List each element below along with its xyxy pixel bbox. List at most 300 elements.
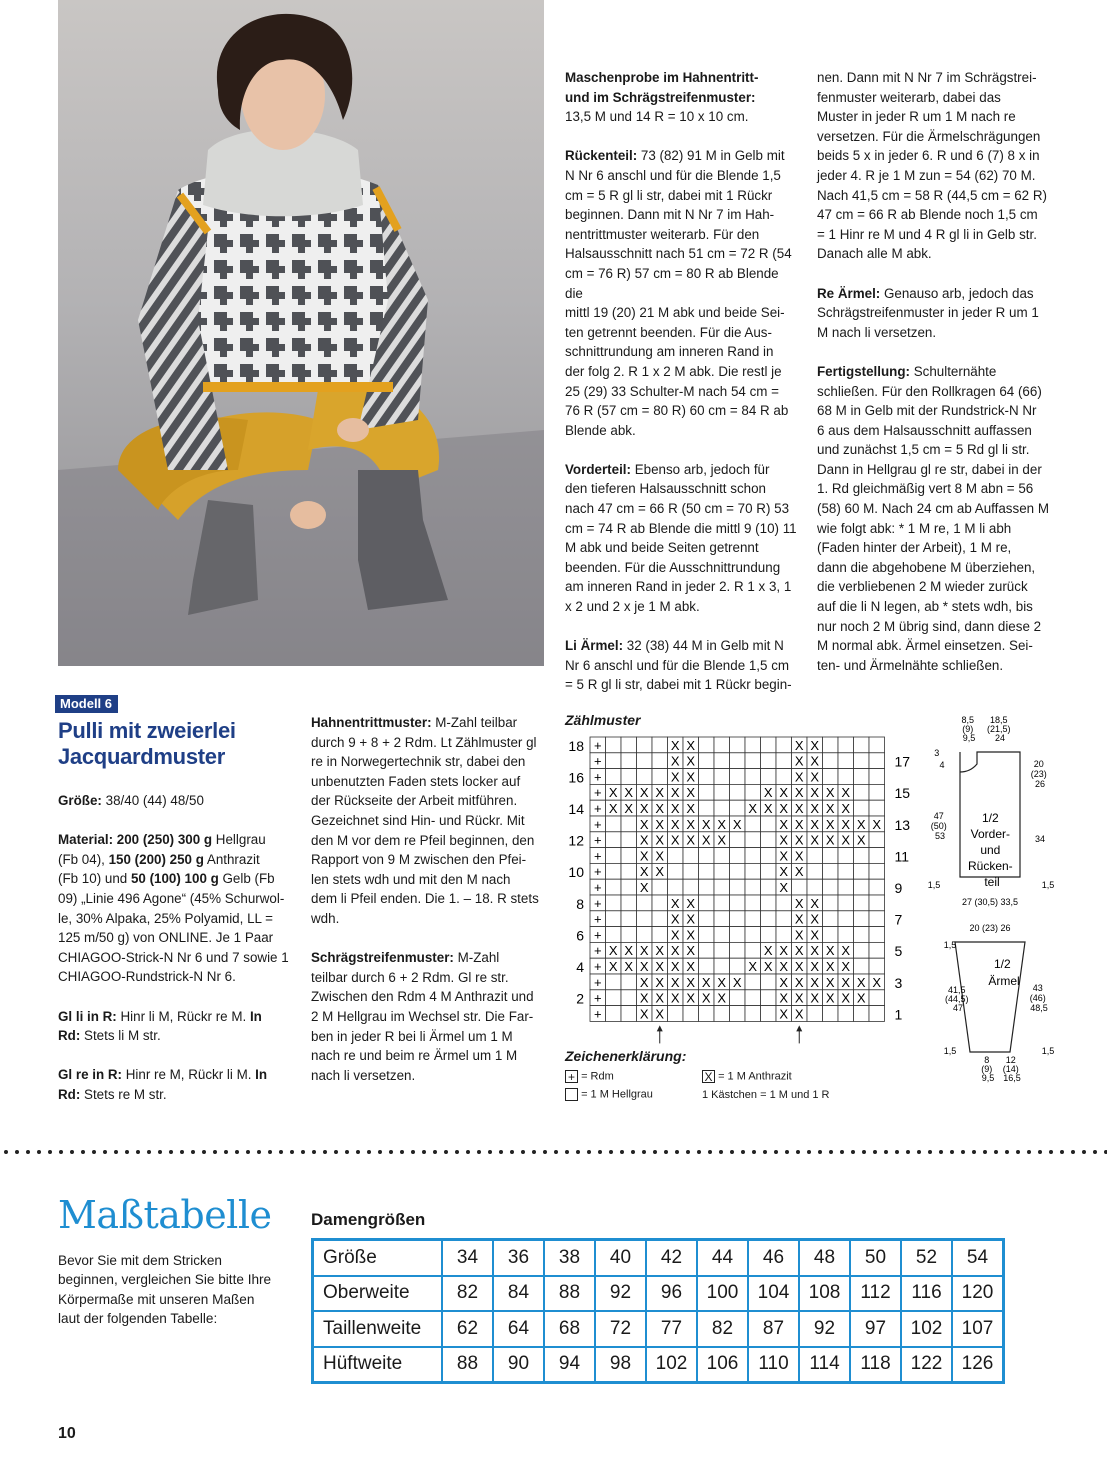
chart-cell [838, 863, 854, 879]
table-cell: 122 [901, 1347, 952, 1383]
x-stitch: X [763, 959, 773, 974]
chart-cell [745, 942, 761, 958]
chart-cell [699, 895, 715, 911]
x-stitch: X [825, 990, 835, 1006]
separator-dot [1082, 1150, 1086, 1154]
chart-cell [823, 895, 839, 911]
separator-dot [213, 1150, 217, 1154]
chart-cell [606, 1006, 622, 1022]
x-stitch: X [825, 816, 835, 832]
table-cell: 62 [442, 1311, 493, 1347]
table-cell: 84 [493, 1276, 544, 1312]
x-stitch: X [794, 816, 804, 832]
separator-dot [653, 1150, 657, 1154]
x-stitch: X [779, 801, 789, 816]
border-stitch: + [593, 832, 602, 848]
size-table [311, 1238, 1005, 1384]
separator-dot [466, 1150, 470, 1154]
chart-cell [807, 848, 823, 864]
chart-cell [854, 879, 870, 895]
separator-dot [312, 1150, 316, 1154]
x-stitch: X [779, 990, 789, 1006]
row-number-right: 1 [894, 1006, 903, 1023]
x-stitch: X [670, 927, 680, 943]
border-stitch: + [593, 959, 602, 974]
chart-cell [854, 927, 870, 943]
x-stitch: X [670, 785, 680, 801]
separator-dot [1049, 1150, 1053, 1154]
chart-cell [606, 879, 622, 895]
x-stitch: X [639, 990, 649, 1006]
table-cell: 107 [952, 1311, 1004, 1347]
chart-cell [714, 879, 730, 895]
row-label: Größe [313, 1240, 443, 1276]
separator-dot [741, 1150, 745, 1154]
x-stitch: X [639, 959, 649, 974]
chart-cell [869, 990, 885, 1006]
x-stitch: X [655, 785, 665, 801]
chart-cell [745, 974, 761, 990]
separator-dot [774, 1150, 778, 1154]
x-stitch: X [639, 880, 649, 895]
row-number-right: 15 [894, 785, 911, 802]
border-stitch: + [593, 816, 602, 832]
arrow-head [796, 1025, 802, 1031]
separator-dot [785, 1150, 789, 1154]
table-row [313, 1240, 1004, 1276]
table-cell: 110 [748, 1347, 799, 1383]
separator-dot [565, 1150, 569, 1154]
chart-cell [776, 927, 792, 943]
chart-cell [761, 911, 777, 927]
chart-cell [730, 927, 746, 943]
row-number-right: 7 [894, 911, 903, 928]
separator-dot [972, 1150, 976, 1154]
chart-cell [838, 879, 854, 895]
separator-dot [719, 1150, 723, 1154]
chart-cell [714, 911, 730, 927]
chart-cell [683, 863, 699, 879]
para-maschenprobe: Maschenprobe im Hahnentritt- und im Schrägstreifenmuster: 13,5 M und 14 R = 10 x 10 cm. [565, 70, 759, 125]
x-stitch: X [810, 974, 820, 990]
x-stitch: X [686, 832, 696, 848]
chart-cell [869, 1006, 885, 1022]
chart-cell [668, 863, 684, 879]
chart-cell [869, 863, 885, 879]
separator-dot [103, 1150, 107, 1154]
x-stitch: X [686, 927, 696, 943]
chart-cell [714, 942, 730, 958]
chart-cell [869, 958, 885, 974]
chart-cell [761, 737, 777, 753]
chart-cell [807, 1006, 823, 1022]
separator-dot [334, 1150, 338, 1154]
x-stitch: X [841, 943, 851, 959]
table-cell: 114 [799, 1347, 850, 1383]
separator-dot [301, 1150, 305, 1154]
chart-cell [637, 911, 653, 927]
x-stitch: X [670, 816, 680, 832]
x-stitch: X [825, 974, 835, 990]
chart-cell [714, 769, 730, 785]
x-stitch: X [717, 816, 727, 832]
separator-dot [114, 1150, 118, 1154]
chart-cell [652, 769, 668, 785]
chart-cell [699, 769, 715, 785]
x-stitch: X [624, 801, 634, 816]
chart-cell [745, 769, 761, 785]
body-edge-left: 1,5 [927, 880, 941, 890]
chart-cell [699, 737, 715, 753]
body-top-right-dim: 18,5 (21,5) 24 [986, 715, 1011, 743]
chart-cell [761, 879, 777, 895]
sleeve-left-dim: 41,5 (44,5) 47 [944, 985, 969, 1013]
x-stitch: X [841, 816, 851, 832]
x-stitch: X [608, 785, 618, 801]
separator-dot [752, 1150, 756, 1154]
x-stitch: X [701, 990, 711, 1006]
chart-cell [854, 848, 870, 864]
para-rueckenteil: Rückenteil: 73 (82) 91 M in Gelb mit N Nr 6 anschl und für die Blende 1,5 cm = 5 R gl li str, dabei mit 1 Rückr beginnen. Dann mit N Nr 7 im Hah- nentrittmuster weiterarb. Für den Halsausschnitt nach 51 cm = 72 R (54 cm = 76 R) 57 cm = 80 R ab Blende die mittl 19 (20) 21 M abk und beide Sei- ten getrennt beenden. Für die Aus- schnittrundung am inneren Rand in der folg 2. R 1 x 2 M abk. Die restl je 25 (29) 33 Schulter-M nach 54 cm = 76 R (57 cm = 80 R) 60 cm = 84 R ab Blende abk. [565, 148, 792, 438]
table-cell: 88 [442, 1347, 493, 1383]
table-cell: 97 [850, 1311, 901, 1347]
table-cell: 106 [697, 1347, 748, 1383]
chart-cell [606, 832, 622, 848]
x-stitch: X [810, 927, 820, 943]
chart-cell [621, 816, 637, 832]
x-stitch: X [794, 943, 804, 959]
chart-cell [869, 895, 885, 911]
x-stitch: X [655, 959, 665, 974]
separator-dot [224, 1150, 228, 1154]
row-number-right: 17 [894, 753, 911, 770]
chart-cell [621, 863, 637, 879]
row-label: Oberweite [313, 1276, 443, 1312]
border-stitch: + [593, 737, 602, 753]
chart-cell [730, 800, 746, 816]
chart-cell [730, 942, 746, 958]
chart-cell [854, 863, 870, 879]
chart-cell [869, 769, 885, 785]
separator-dot [37, 1150, 41, 1154]
chart-cell [699, 1006, 715, 1022]
chart-cell [854, 1006, 870, 1022]
x-stitch: X [639, 1006, 649, 1022]
separator-dot [169, 1150, 173, 1154]
separator-dot [1038, 1150, 1042, 1154]
border-stitch: + [593, 785, 602, 801]
para-fertigstellung: Fertigstellung: Schulternähte schließen. Für den Rollkragen 64 (66) 68 M in Gelb mit der Rundstrick-N Nr 6 aus dem Halsausschnitt auffassen und zunächst 1,5 cm = 5 Rd gl li str. Dann in Hellgrau gl re str, dabei in der 1. Rd gleichmäßig vert 8 M abn = 56 (58) 60 M. Nach 24 cm ab Auffassen M wie folgt abk: * 1 M re, 1 M li abh (Faden hinter der Arbeit), 1 M re, dann die abgehobene M überziehen, die verbliebenen 2 M wieder zurück auf die li N legen, ab * stets wdh, bis nur noch 2 M übrig sind, dann diese 2 M normal abk. Ärmel einsetzen. Sei- ten- und Ärmelnähte schließen. [817, 363, 1049, 673]
sleeve-edge-right: 1,5 [1041, 1046, 1055, 1056]
x-stitch: X [732, 974, 742, 990]
table-cell: 64 [493, 1311, 544, 1347]
x-stitch: X [794, 737, 804, 753]
chart-cell [621, 753, 637, 769]
chart-cell [854, 753, 870, 769]
x-stitch: X [794, 801, 804, 816]
x-stitch: X [794, 848, 804, 864]
table-cell: 96 [646, 1276, 697, 1312]
chart-cell [838, 1006, 854, 1022]
body-right-dim: 20 (23) 26 [1030, 759, 1047, 789]
separator-dot [576, 1150, 580, 1154]
chart-cell [668, 879, 684, 895]
x-stitch: X [655, 832, 665, 848]
separator-dot [598, 1150, 602, 1154]
separator-dot [48, 1150, 52, 1154]
x-stitch: X [670, 959, 680, 974]
chart-cell [699, 911, 715, 927]
x-stitch: X [686, 801, 696, 816]
separator-dot [928, 1150, 932, 1154]
x-stitch: X [794, 832, 804, 848]
chart-cell [745, 848, 761, 864]
x-stitch: X [794, 769, 804, 785]
separator-dot [587, 1150, 591, 1154]
instructions-column-2 [817, 68, 1057, 695]
separator-dot [81, 1150, 85, 1154]
x-stitch: X [624, 785, 634, 801]
x-stitch: X [748, 801, 758, 816]
x-stitch: X [748, 959, 758, 974]
separator-dot [180, 1150, 184, 1154]
x-stitch: X [841, 832, 851, 848]
row-number-left: 18 [568, 737, 584, 754]
x-stitch: X [670, 769, 680, 785]
x-stitch: X [608, 959, 618, 974]
sleeve-edge-top: 1,5 [943, 940, 957, 950]
table-cell: 126 [952, 1347, 1004, 1383]
chart-cell [823, 1006, 839, 1022]
chart-cell [745, 895, 761, 911]
table-cell: 68 [544, 1311, 595, 1347]
separator-dot [444, 1150, 448, 1154]
x-stitch: X [872, 974, 882, 990]
sleeve-bottom-left-dim: 8 (9) 9,5 [981, 1055, 995, 1083]
border-stitch: + [593, 974, 602, 990]
row-number-left: 12 [568, 832, 584, 849]
separator-dot [708, 1150, 712, 1154]
table-cell: 94 [544, 1347, 595, 1383]
x-stitch: X [655, 990, 665, 1006]
separator-dot [257, 1150, 261, 1154]
chart-cell [730, 832, 746, 848]
chart-cell [714, 737, 730, 753]
separator-dot [664, 1150, 668, 1154]
chart-cell [869, 911, 885, 927]
x-stitch: X [856, 816, 866, 832]
chart-cell [823, 848, 839, 864]
separator-dot [818, 1150, 822, 1154]
chart-cell [637, 895, 653, 911]
chart-cell [854, 800, 870, 816]
separator-dot [675, 1150, 679, 1154]
chart-cell [745, 911, 761, 927]
table-cell: 54 [952, 1240, 1004, 1276]
chart-cell [838, 737, 854, 753]
chart-cell [730, 1006, 746, 1022]
chart-cell [699, 879, 715, 895]
separator-dot [246, 1150, 250, 1154]
para-groesse: Größe: 38/40 (44) 48/50 [58, 793, 204, 808]
chart-cell [621, 1006, 637, 1022]
separator-dot [70, 1150, 74, 1154]
chart-cell [683, 1006, 699, 1022]
x-stitch: X [670, 737, 680, 753]
x-stitch: X [717, 990, 727, 1006]
x-stitch: X [624, 943, 634, 959]
neck-dim: 3 4 [934, 748, 945, 770]
x-stitch: X [670, 832, 680, 848]
separator-dot [1027, 1150, 1031, 1154]
x-stitch: X [639, 974, 649, 990]
row-number-left: 4 [576, 959, 584, 975]
chart-cell [823, 927, 839, 943]
x-stitch: X [639, 943, 649, 959]
x-stitch: X [825, 959, 835, 974]
separator-dot [862, 1150, 866, 1154]
separator-dot [1071, 1150, 1075, 1154]
separator-dot [1060, 1150, 1064, 1154]
chart-cell [730, 753, 746, 769]
x-stitch: X [639, 816, 649, 832]
chart-cell [621, 737, 637, 753]
chart-cell [823, 879, 839, 895]
x-stitch: X [779, 848, 789, 864]
border-stitch: + [593, 848, 602, 864]
model-title: Pulli mit zweierlei Jacquardmuster [58, 718, 236, 769]
chart-cell [714, 1006, 730, 1022]
table-row [313, 1311, 1004, 1347]
chart-cell [730, 769, 746, 785]
chart-cell [854, 942, 870, 958]
separator-dot [279, 1150, 283, 1154]
chart-cell [652, 927, 668, 943]
pattern-column [311, 713, 551, 1105]
table-cell: 88 [544, 1276, 595, 1312]
x-stitch: X [670, 911, 680, 927]
x-stitch: X [779, 974, 789, 990]
separator-dot [367, 1150, 371, 1154]
table-cell: 102 [646, 1347, 697, 1383]
separator-dot [59, 1150, 63, 1154]
separator-dot [158, 1150, 162, 1154]
x-stitch: X [670, 990, 680, 1006]
chart-cell [621, 879, 637, 895]
chart-cell [776, 911, 792, 927]
chart-cell [854, 911, 870, 927]
x-stitch: X [794, 974, 804, 990]
table-cell: 116 [901, 1276, 952, 1312]
table-cell: 92 [799, 1311, 850, 1347]
chart-cell [714, 784, 730, 800]
separator-dot [202, 1150, 206, 1154]
x-stitch: X [608, 943, 618, 959]
chart-cell [838, 927, 854, 943]
x-stitch: X [732, 816, 742, 832]
chart-cell [652, 753, 668, 769]
chart-cell [807, 863, 823, 879]
x-stitch: X [717, 974, 727, 990]
chart-cell [761, 1006, 777, 1022]
chart-cell [714, 958, 730, 974]
x-stitch: X [856, 974, 866, 990]
x-stitch: X [841, 974, 851, 990]
chart-cell [730, 848, 746, 864]
table-cell: 46 [748, 1240, 799, 1276]
body-label: 1/2 Vorder- und Rücken- teil [967, 811, 1013, 889]
chart-cell [761, 974, 777, 990]
separator-dot [686, 1150, 690, 1154]
chart-cell [730, 958, 746, 974]
x-stitch: X [670, 974, 680, 990]
row-number-left: 16 [568, 769, 584, 786]
separator-dot [840, 1150, 844, 1154]
separator-dot [455, 1150, 459, 1154]
x-stitch: X [794, 927, 804, 943]
separator-dot [411, 1150, 415, 1154]
instructions-column-1 [565, 68, 800, 715]
table-cell: 52 [901, 1240, 952, 1276]
x-stitch: X [779, 959, 789, 974]
chart-cell [745, 1006, 761, 1022]
chart-cell [606, 753, 622, 769]
dotted-separator [0, 1148, 1107, 1156]
para-vorderteil: Vorderteil: Ebenso arb, jedoch für den tieferen Halsausschnitt schon nach 47 cm = 66 R (50 cm = 70 R) 53 cm = 74 R ab Blende die mittl 9 (10) 11 M abk und beide Seiten getrennt beenden. Für die Ausschnittrundung am inneren Rand in jeder 2. R 1 x 3, 1 x 2 und 2 x je 1 M abk. [565, 461, 797, 615]
separator-dot [1005, 1150, 1009, 1154]
table-cell: 90 [493, 1347, 544, 1383]
table-cell: 44 [697, 1240, 748, 1276]
separator-dot [697, 1150, 701, 1154]
chart-cell [776, 895, 792, 911]
x-stitch: X [701, 832, 711, 848]
separator-dot [906, 1150, 910, 1154]
separator-dot [807, 1150, 811, 1154]
x-stitch: X [779, 832, 789, 848]
chart-cell [838, 848, 854, 864]
x-stitch: X [779, 785, 789, 801]
sleeve-label: 1/2 Ärmel [988, 957, 1020, 988]
separator-dot [290, 1150, 294, 1154]
x-stitch: X [779, 816, 789, 832]
body-bottom-dim: 27 (30,5) 33,5 [961, 897, 1019, 907]
chart-cell [745, 737, 761, 753]
chart-cell [838, 769, 854, 785]
x-stitch: X [810, 737, 820, 753]
legend-item-kaestchen: 1 Kästchen = 1 M und 1 R [702, 1089, 830, 1101]
table-cell: 100 [697, 1276, 748, 1312]
separator-dot [268, 1150, 272, 1154]
x-stitch: X [841, 785, 851, 801]
x-symbol: X [702, 1070, 715, 1083]
sleeve-bottom-right-dim: 12 (14) 16,5 [1002, 1055, 1021, 1083]
x-stitch: X [686, 737, 696, 753]
row-number-left: 10 [568, 864, 584, 881]
chart-cell [745, 753, 761, 769]
separator-dot [389, 1150, 393, 1154]
x-stitch: X [686, 785, 696, 801]
chart-cell [714, 800, 730, 816]
body-left-dim: 47 (50) 53 [930, 811, 947, 841]
x-stitch: X [655, 816, 665, 832]
separator-dot [323, 1150, 327, 1154]
chart-cell [838, 895, 854, 911]
chart-cell [854, 737, 870, 753]
table-row [313, 1347, 1004, 1383]
border-stitch: + [593, 864, 602, 880]
chart-cell [683, 848, 699, 864]
chart-cell [621, 848, 637, 864]
